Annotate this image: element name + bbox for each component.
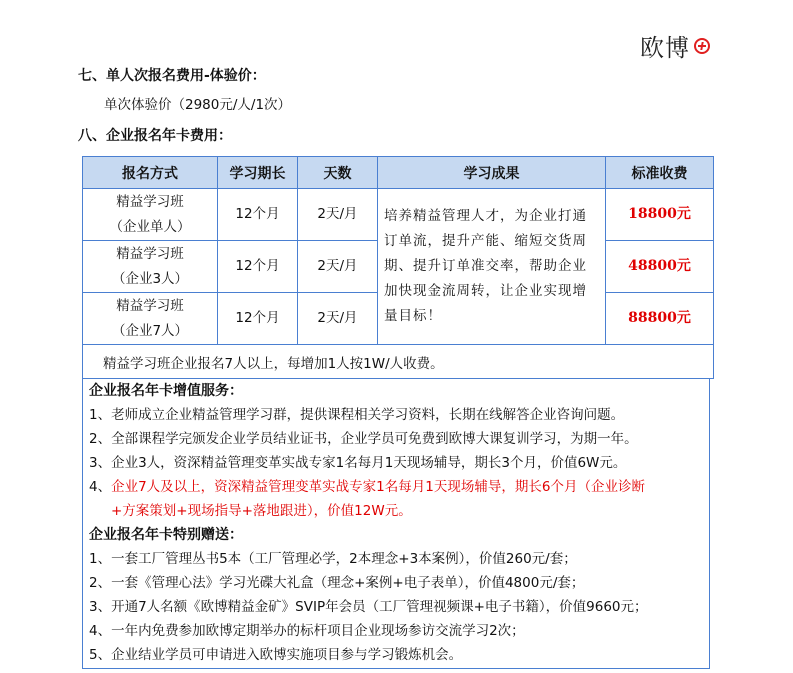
fee-table — [82, 156, 714, 379]
gift-item: 1、一套工厂管理丛书5本（工厂管理必学，2本理念+3本案例），价值260元/套； — [89, 551, 577, 567]
period-cell: 12个月 — [218, 241, 298, 293]
method-line1: 精益学习班 — [116, 297, 184, 314]
service-item: 3、企业3人，资深精益管理变革实战专家1名每月1天现场辅导，期长3个月，价值6W元。 — [89, 455, 627, 471]
table-note-row — [83, 345, 714, 379]
method-line2: （企业单人） — [109, 218, 191, 235]
method-cell — [83, 189, 218, 241]
service-item: 1、老师成立企业精益管理学习群，提供课程相关学习资料，长期在线解答企业咨询问题。 — [89, 407, 625, 423]
section-7-heading: 七、单人次报名费用-体验价： — [78, 68, 266, 84]
service-item-highlight-text: 企业7人及以上，资深精益管理变革实战专家1名每月1天现场辅导，期长6个月（企业诊断 — [111, 479, 645, 495]
col-header-price: 标准收费 — [606, 157, 714, 189]
section-8-heading: 八、企业报名年卡费用： — [78, 128, 232, 144]
logo-text: 欧博 — [640, 34, 690, 62]
days-cell: 2天/月 — [298, 293, 378, 345]
period-cell: 12个月 — [218, 293, 298, 345]
logo-mark-icon — [694, 38, 710, 54]
method-line1: 精益学习班 — [116, 193, 184, 210]
price-cell: 18800元 — [606, 189, 714, 241]
method-line2: （企业3人） — [111, 270, 189, 287]
price-cell: 88800元 — [606, 293, 714, 345]
gifts-heading: 企业报名年卡特别赠送： — [89, 527, 243, 543]
gift-item: 3、开通7人名额《欧博精益金矿》SVIP年会员（工厂管理视频课+电子书籍），价值9660元； — [89, 599, 648, 615]
service-item-highlight-cont: +方案策划+现场指导+落地跟进），价值12W元。 — [111, 503, 412, 519]
service-item: 2、全部课程学完颁发企业学员结业证书，企业学员可免费到欧博大课复训学习，为期一年。 — [89, 431, 638, 447]
col-header-days: 天数 — [298, 157, 378, 189]
method-line2: （企业7人） — [111, 322, 189, 339]
service-item-number: 4、 — [89, 479, 112, 495]
gift-item: 2、一套《管理心法》学习光碟大礼盒（理念+案例+电子表单），价值4800元/套； — [89, 575, 585, 591]
gift-item: 4、一年内免费参加欧博定期举办的标杆项目企业现场参访交流学习2次； — [89, 623, 525, 639]
section-7-text: 单次体验价（2980元/人/1次） — [104, 97, 292, 113]
days-cell: 2天/月 — [298, 189, 378, 241]
table-note: 精益学习班企业报名7人以上，每增加1人按1W/人收费。 — [83, 345, 714, 379]
col-header-period: 学习期长 — [218, 157, 298, 189]
period-cell: 12个月 — [218, 189, 298, 241]
col-header-method: 报名方式 — [83, 157, 218, 189]
method-cell — [83, 293, 218, 345]
table-row — [83, 189, 714, 241]
table-header-row — [83, 157, 714, 189]
col-header-outcome: 学习成果 — [378, 157, 606, 189]
benefits-box — [82, 379, 710, 669]
outcome-cell: 培养精益管理人才，为企业打通订单流，提升产能、缩短交货周期、提升订单准交率，帮助企业加快现金流周转，让企业实现增量目标！ — [378, 189, 606, 345]
method-line1: 精益学习班 — [116, 245, 184, 262]
days-cell: 2天/月 — [298, 241, 378, 293]
gift-item: 5、企业结业学员可申请进入欧博实施项目参与学习锻炼机会。 — [89, 647, 463, 663]
price-cell: 48800元 — [606, 241, 714, 293]
method-cell — [83, 241, 218, 293]
brand-logo — [640, 28, 710, 63]
services-heading: 企业报名年卡增值服务： — [89, 383, 243, 399]
service-item-highlight — [89, 475, 709, 499]
